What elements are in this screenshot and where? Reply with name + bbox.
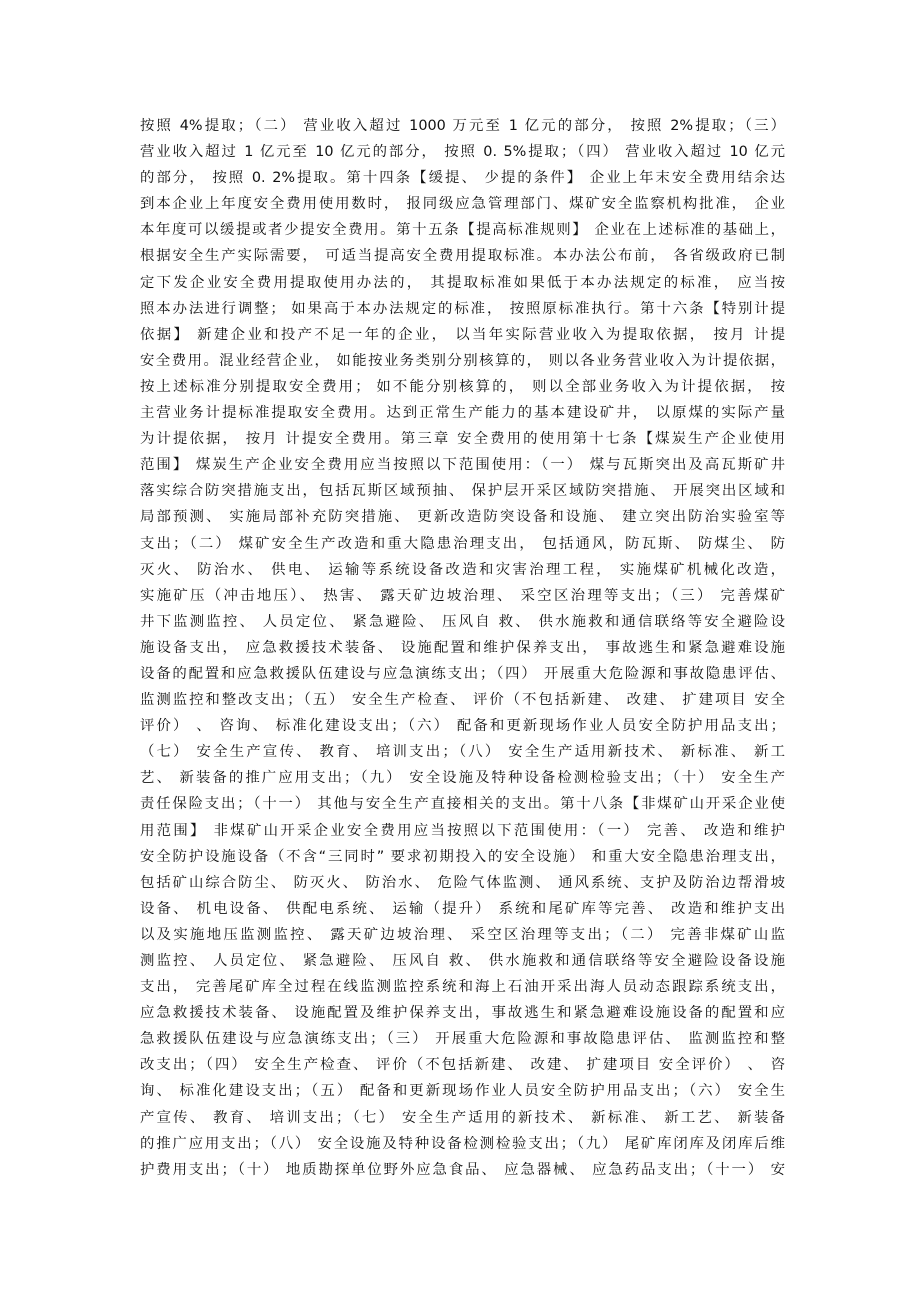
text-line: 定下发企业安全费用提取使用办法的， 其提取标准如果低于本办法规定的标准， 应当按 [140,274,785,291]
text-line: 监测监控和整改支出；（五） 安全生产检查、 评价（不包括新建、 改建、 扩建项目 安全 [140,692,785,709]
text-line: 的推广应用支出；（八） 安全设施及特种设备检测检验支出；（九） 尾矿库闭库及闭库后维 [140,1135,785,1152]
text-line: （七） 安全生产宣传、 教育、 培训支出；（八） 安全生产适用新技术、 新标准、 新工 [140,744,785,761]
text-line: 主营业务计提标准提取安全费用。达到正常生产能力的基本建设矿井， 以原煤的实际产量 [140,405,785,422]
text-line: 的部分， 按照 0. 2%提取。第十四条【缓提、 少提的条件】 企业上年末安全费用结余达 [140,170,785,187]
text-line: 急救援队伍建设与应急演练支出；（三） 开展重大危险源和事故隐患评估、 监测监控和整 [140,1031,785,1048]
text-line: 安全防护设施设备（不含“三同时” 要求初期投入的安全设施） 和重大安全隐患治理支出， [140,848,785,865]
text-line: 本年度可以缓提或者少提安全费用。第十五条【提高标准规则】 企业在上述标准的基础上， [140,222,785,239]
text-line: 评价） 、 咨询、 标准化建设支出；（六） 配备和更新现场作业人员安全防护用品支出； [140,718,785,735]
text-line: 改支出；（四） 安全生产检查、 评价（不包括新建、 改建、 扩建项目 安全评价） 、 咨 [140,1057,785,1074]
text-line: 以及实施地压监测监控、 露天矿边坡治理、 采空区治理等支出；（二） 完善非煤矿山监 [140,926,785,943]
text-line: 责任保险支出；（十一） 其他与安全生产直接相关的支出。第十八条【非煤矿山开采企业使 [140,796,785,813]
text-line: 按上述标准分别提取安全费用； 如不能分别核算的， 则以全部业务收入为计提依据， 按 [140,378,785,395]
text-line: 应急救援技术装备、 设施配置及维护保养支出，事故逃生和紧急避难设施设备的配置和应 [140,1005,785,1022]
text-line: 护费用支出；（十） 地质勘探单位野外应急食品、 应急器械、 应急药品支出；（十一） 安 [140,1161,785,1178]
text-line: 按照 4%提取；（二） 营业收入超过 1000 万元至 1 亿元的部分， 按照 2%提取；（三） [140,118,785,134]
text-line: 井下监测监控、 人员定位、 紧急避险、 压风自 救、 供水施救和通信联络等安全避险设 [140,613,785,630]
text-line: 支出， 完善尾矿库全过程在线监测监控系统和海上石油开采出海人员动态跟踪系统支出， [140,979,785,996]
text-line: 范围】 煤炭生产企业安全费用应当按照以下范围使用：（一） 煤与瓦斯突出及高瓦斯矿井 [140,457,785,474]
text-line: 产宣传、 教育、 培训支出；（七） 安全生产适用的新技术、 新标准、 新工艺、 新装备 [140,1109,785,1126]
text-line: 根据安全生产实际需要， 可适当提高安全费用提取标准。本办法公布前， 各省级政府已制 [140,248,785,265]
document-body [140,113,785,1183]
text-line: 灭火、 防治水、 供电、 运输等系统设备改造和灾害治理工程， 实施煤矿机械化改造， [140,561,785,578]
text-line: 落实综合防突措施支出，包括瓦斯区域预抽、 保护层开采区域防突措施、 开展突出区域和 [140,483,785,500]
text-line: 包括矿山综合防尘、 防灭火、 防治水、 危险气体监测、 通风系统、支护及防治边帮滑坡 [140,874,785,891]
text-line: 局部预测、 实施局部补充防突措施、 更新改造防突设备和设施、 建立突出防治实验室等 [140,509,785,526]
text-line: 施设备支出， 应急救援技术装备、 设施配置和维护保养支出， 事故逃生和紧急避难设施 [140,639,785,656]
text-line: 照本办法进行调整； 如果高于本办法规定的标准， 按照原标准执行。第十六条【特别计提 [140,300,785,317]
text-line: 询、 标准化建设支出；（五） 配备和更新现场作业人员安全防护用品支出；（六） 安全生 [140,1083,785,1100]
text-line: 营业收入超过 1 亿元至 10 亿元的部分， 按照 0. 5%提取；（四） 营业收入超过 10 亿元 [140,144,785,161]
text-line: 为计提依据， 按月 计提安全费用。第三章 安全费用的使用第十七条【煤炭生产企业使用 [140,431,785,448]
text-line: 用范围】 非煤矿山开采企业安全费用应当按照以下范围使用：（一） 完善、 改造和维护 [140,822,785,839]
text-line: 设备的配置和应急救援队伍建设与应急演练支出；（四） 开展重大危险源和事故隐患评估、 [140,665,785,682]
text-line: 到本企业上年度安全费用使用数时， 报同级应急管理部门、煤矿安全监察机构批准， 企业 [140,196,785,213]
text-line: 安全费用。混业经营企业， 如能按业务类别分别核算的， 则以各业务营业收入为计提依据， [140,352,785,369]
text-line: 依据】 新建企业和投产不足一年的企业， 以当年实际营业收入为提取依据， 按月 计提 [140,326,785,343]
text-line: 设备、 机电设备、 供配电系统、 运输（提升） 系统和尾矿库等完善、 改造和维护支出 [140,900,785,917]
text-line: 艺、 新装备的推广应用支出；（九） 安全设施及特种设备检测检验支出；（十） 安全生产 [140,770,785,787]
text-line: 支出；（二） 煤矿安全生产改造和重大隐患治理支出， 包括通风，防瓦斯、 防煤尘、 防 [140,535,785,552]
text-line: 实施矿压（冲击地压）、 热害、 露天矿边坡治理、 采空区治理等支出；（三） 完善煤矿 [140,587,785,604]
text-line: 测监控、 人员定位、 紧急避险、 压风自 救、 供水施救和通信联络等安全避险设备设施 [140,953,785,969]
